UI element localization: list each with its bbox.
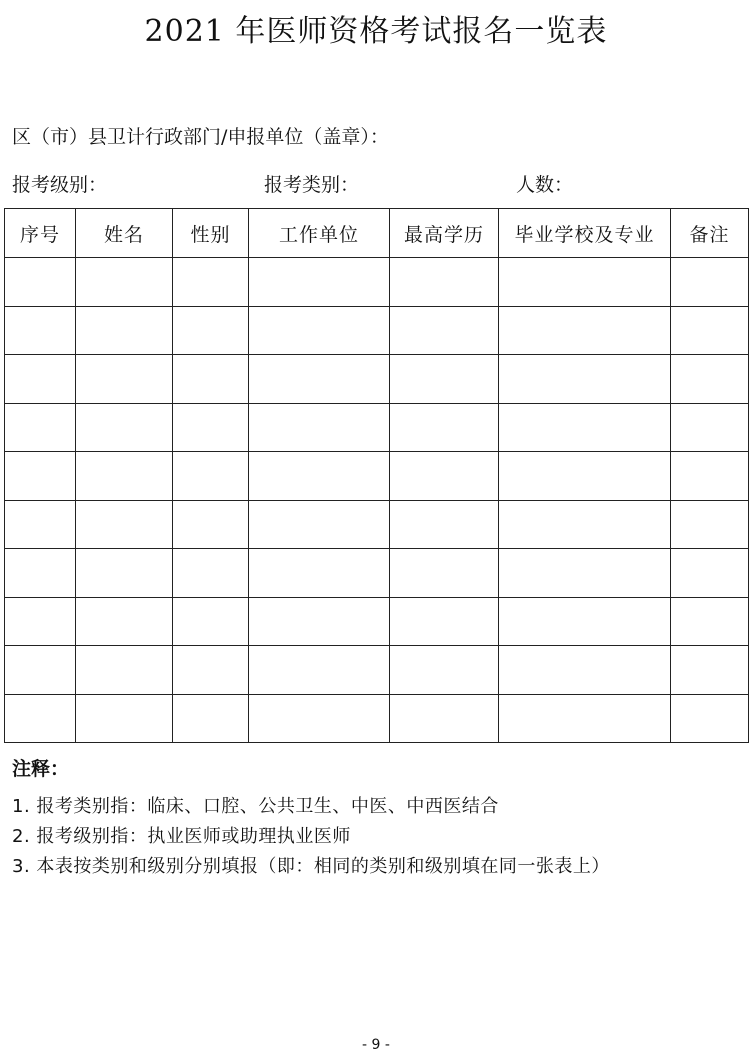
table-cell xyxy=(5,549,76,598)
header-gender: 性别 xyxy=(173,209,249,258)
table-cell xyxy=(5,355,76,404)
table-cell xyxy=(76,355,173,404)
table-cell xyxy=(173,355,249,404)
table-cell xyxy=(390,403,499,452)
table-cell xyxy=(671,355,749,404)
table-cell xyxy=(249,355,390,404)
table-cell xyxy=(76,403,173,452)
table-cell xyxy=(5,694,76,743)
table-cell xyxy=(671,500,749,549)
table-cell xyxy=(173,403,249,452)
table-cell xyxy=(76,500,173,549)
table-cell xyxy=(390,694,499,743)
table-cell xyxy=(249,403,390,452)
note-item: 2. 报考级别指：执业医师或助理执业医师 xyxy=(12,826,351,847)
table-cell xyxy=(390,306,499,355)
table-cell xyxy=(671,694,749,743)
table-cell xyxy=(249,306,390,355)
table-cell xyxy=(76,646,173,695)
table-cell xyxy=(76,549,173,598)
table-row xyxy=(5,597,749,646)
header-highest-education: 最高学历 xyxy=(390,209,499,258)
header-school-and-major: 毕业学校及专业 xyxy=(499,209,671,258)
table-cell xyxy=(173,646,249,695)
table-cell xyxy=(76,597,173,646)
table-cell xyxy=(173,452,249,501)
table-row xyxy=(5,694,749,743)
exam-category-label: 报考类别： xyxy=(264,174,360,196)
table-row xyxy=(5,355,749,404)
table-row xyxy=(5,549,749,598)
table-cell xyxy=(390,258,499,307)
table-cell xyxy=(173,500,249,549)
table-cell xyxy=(249,500,390,549)
headcount-label: 人数： xyxy=(516,174,574,196)
table-cell xyxy=(671,646,749,695)
table-cell xyxy=(173,549,249,598)
table-cell xyxy=(5,597,76,646)
table-row xyxy=(5,500,749,549)
table-cell xyxy=(173,306,249,355)
table-cell xyxy=(76,306,173,355)
table-cell xyxy=(671,452,749,501)
header-remarks: 备注 xyxy=(671,209,749,258)
table-cell xyxy=(499,500,671,549)
table-cell xyxy=(499,355,671,404)
reporting-unit-label: 区（市）县卫计行政部门/申报单位（盖章）： xyxy=(12,126,389,148)
table-cell xyxy=(249,694,390,743)
table-cell xyxy=(5,646,76,695)
table-cell xyxy=(249,549,390,598)
table-body xyxy=(5,258,749,743)
table-cell xyxy=(390,452,499,501)
table-cell xyxy=(499,694,671,743)
table-cell xyxy=(249,646,390,695)
page-title: 2021 年医师资格考试报名一览表 xyxy=(144,14,608,49)
table-cell xyxy=(499,452,671,501)
table-cell xyxy=(173,597,249,646)
table-cell xyxy=(5,258,76,307)
table-cell xyxy=(671,258,749,307)
table-cell xyxy=(390,549,499,598)
table-cell xyxy=(76,452,173,501)
table-cell xyxy=(499,306,671,355)
table-cell xyxy=(249,597,390,646)
table-cell xyxy=(76,258,173,307)
table-cell xyxy=(5,452,76,501)
note-item: 1. 报考类别指：临床、口腔、公共卫生、中医、中西医结合 xyxy=(12,796,499,817)
table-cell xyxy=(499,646,671,695)
table-cell xyxy=(499,549,671,598)
header-work-unit: 工作单位 xyxy=(249,209,390,258)
header-serial-number: 序号 xyxy=(5,209,76,258)
table-cell xyxy=(76,694,173,743)
table-cell xyxy=(499,403,671,452)
table-cell xyxy=(173,694,249,743)
table-cell xyxy=(390,646,499,695)
table-cell xyxy=(671,549,749,598)
table-cell xyxy=(671,597,749,646)
table-cell xyxy=(5,500,76,549)
exam-level-label: 报考级别： xyxy=(12,174,108,196)
table-cell xyxy=(390,597,499,646)
table-row xyxy=(5,258,749,307)
table-row xyxy=(5,403,749,452)
table-cell xyxy=(499,258,671,307)
table-row xyxy=(5,306,749,355)
table-cell xyxy=(173,258,249,307)
page-number: - 9 - xyxy=(362,1037,390,1053)
table-cell xyxy=(249,258,390,307)
table-cell xyxy=(390,500,499,549)
note-item: 3. 本表按类别和级别分别填报（即：相同的类别和级别填在同一张表上） xyxy=(12,856,610,877)
header-name: 姓名 xyxy=(76,209,173,258)
registration-table xyxy=(4,208,749,743)
table-row xyxy=(5,646,749,695)
table-cell xyxy=(249,452,390,501)
table-cell xyxy=(390,355,499,404)
table-row xyxy=(5,452,749,501)
table-cell xyxy=(5,306,76,355)
table-header-row xyxy=(5,209,749,258)
table-cell xyxy=(671,306,749,355)
table-cell xyxy=(671,403,749,452)
table-cell xyxy=(499,597,671,646)
table-cell xyxy=(5,403,76,452)
notes-heading: 注释： xyxy=(12,758,70,780)
